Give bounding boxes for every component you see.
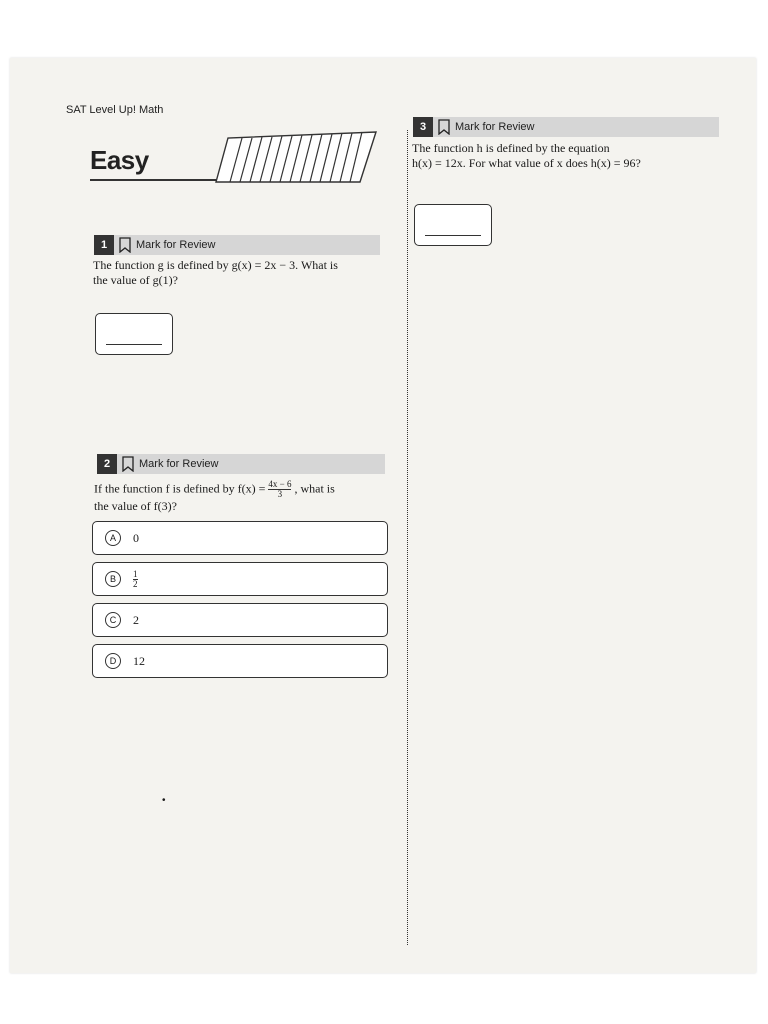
column-divider [407,130,408,945]
mark-for-review-label[interactable]: Mark for Review [136,239,216,251]
choice-c[interactable] [92,603,388,637]
question-2-text [94,480,389,514]
choice-a[interactable] [92,521,388,555]
question-3-answer-box[interactable] [414,204,492,246]
fraction-denominator: 3 [277,489,283,499]
answer-line [106,344,162,345]
question-3-line-2: h(x) = 12x. For what value of x does h(x) = 96? [412,156,641,170]
question-3-header [413,117,719,137]
question-3-text [412,141,722,171]
fraction-numerator: 4x − 6 [268,479,292,489]
question-1-answer-box[interactable] [95,313,173,355]
choice-text: 0 [133,530,139,545]
question-1-line-2: the value of g(1)? [93,273,178,287]
bookmark-icon[interactable] [118,237,132,253]
choice-text: 2 [133,612,139,627]
question-1-line-1: The function g is defined by g(x) = 2x − 3. What is [93,258,338,272]
book-title: SAT Level Up! Math [66,104,164,116]
choice-text: 12 [133,653,145,668]
question-2-suffix: , what is [294,481,335,496]
choice-letter: B [105,571,121,587]
question-1-text [93,258,388,288]
choice-letter: A [105,530,121,546]
choice-d[interactable] [92,644,388,678]
answer-line [425,235,481,236]
bookmark-icon[interactable] [121,456,135,472]
question-2-line-1 [94,480,389,499]
fraction [133,570,138,589]
question-1-header [94,235,380,255]
fraction [268,480,291,499]
mark-for-review-label[interactable]: Mark for Review [455,121,535,133]
fraction-denominator: 2 [133,578,138,589]
choice-b[interactable] [92,562,388,596]
level-title: Easy [90,145,149,175]
choice-letter: C [105,612,121,628]
question-2-prefix: If the function f is defined by f(x) = [94,481,266,496]
question-2-header [97,454,385,474]
question-3-line-1: The function h is defined by the equation [412,141,610,155]
bookmark-icon[interactable] [437,119,451,135]
fraction-numerator: 1 [133,568,138,579]
question-2-line-2: the value of f(3)? [94,499,177,513]
question-number: 3 [413,117,433,137]
page-marker: • [162,795,166,806]
question-number: 1 [94,235,114,255]
choice-letter: D [105,653,121,669]
question-number: 2 [97,454,117,474]
mark-for-review-label[interactable]: Mark for Review [139,458,219,470]
workbook-page [10,58,756,973]
choice-text [133,570,138,589]
